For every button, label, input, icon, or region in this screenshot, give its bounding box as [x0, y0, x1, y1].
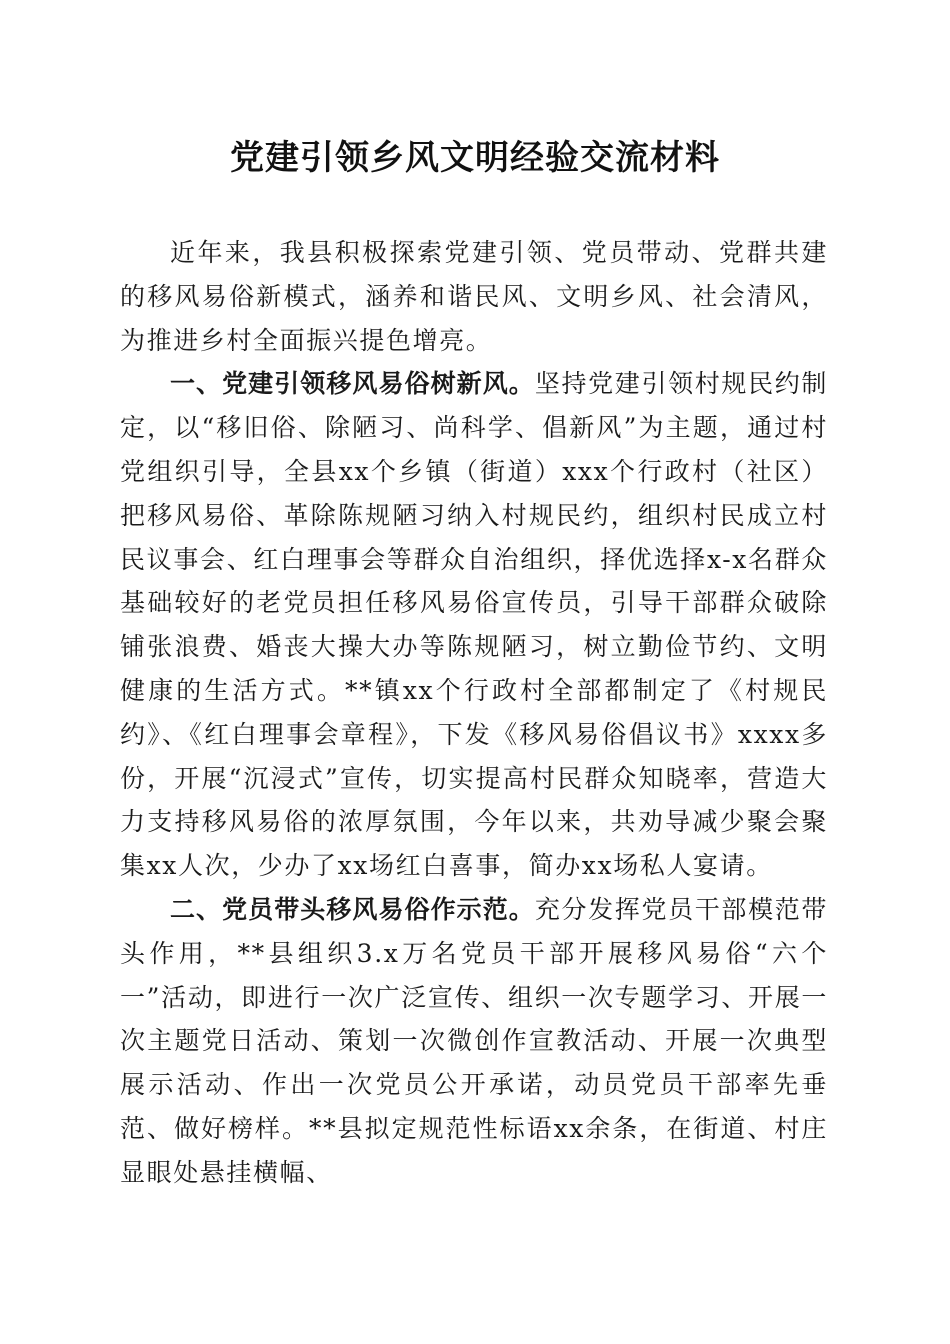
document-body — [120, 231, 828, 1195]
document-title: 党建引领乡风文明经验交流材料 — [230, 138, 720, 178]
section-heading-1: 一、党建引领移风易俗树新风。 — [170, 369, 535, 399]
section-paragraph-2 — [120, 888, 828, 1195]
section-paragraph-1 — [120, 362, 828, 888]
section-heading-2: 二、党员带头移风易俗作示范。 — [170, 894, 535, 924]
section-text-2: 充分发挥党员干部模范带头作用，**县组织3.x万名党员干部开展移风易俗“六个一”活动，即进行一次广泛宣传、组织一次专题学习、开展一次主题党日活动、策划一次微创作宣教活动、开展一次典型展示活动、作出一次党员公开承诺，动员党员干部率先垂范、做好榜样。**县拟定规范性标语xx余条，在街道、村庄显眼处悬挂横幅、 — [120, 894, 828, 1187]
intro-paragraph: 近年来，我县积极探索党建引领、党员带动、党群共建的移风易俗新模式，涵养和谐民风、文明乡风、社会清风，为推进乡村全面振兴提色增亮。 — [120, 238, 828, 355]
section-text-1: 坚持党建引领村规民约制定，以“移旧俗、除陋习、尚科学、倡新风”为主题，通过村党组织引导，全县xx个乡镇（街道）xxx个行政村（社区）把移风易俗、革除陈规陋习纳入村规民约，组织村民成立村民议事会、红白理事会等群众自治组织，择优选择x-x名群众基础较好的老党员担任移风易俗宣传员，引导干部群众破除铺张浪费、婚丧大操大办等陈规陋习，树立勤俭节约、文明健康的生活方式。**镇xx个行政村全部都制定了《村规民约》、《红白理事会章程》，下发《移风易俗倡议书》xxxx多份，开展“沉浸式”宣传，切实提高村民群众知晓率，营造大力支持移风易俗的浓厚氛围，今年以来，共劝导减少聚会聚集xx人次，少办了xx场红白喜事，简办xx场私人宴请。 — [120, 369, 828, 881]
